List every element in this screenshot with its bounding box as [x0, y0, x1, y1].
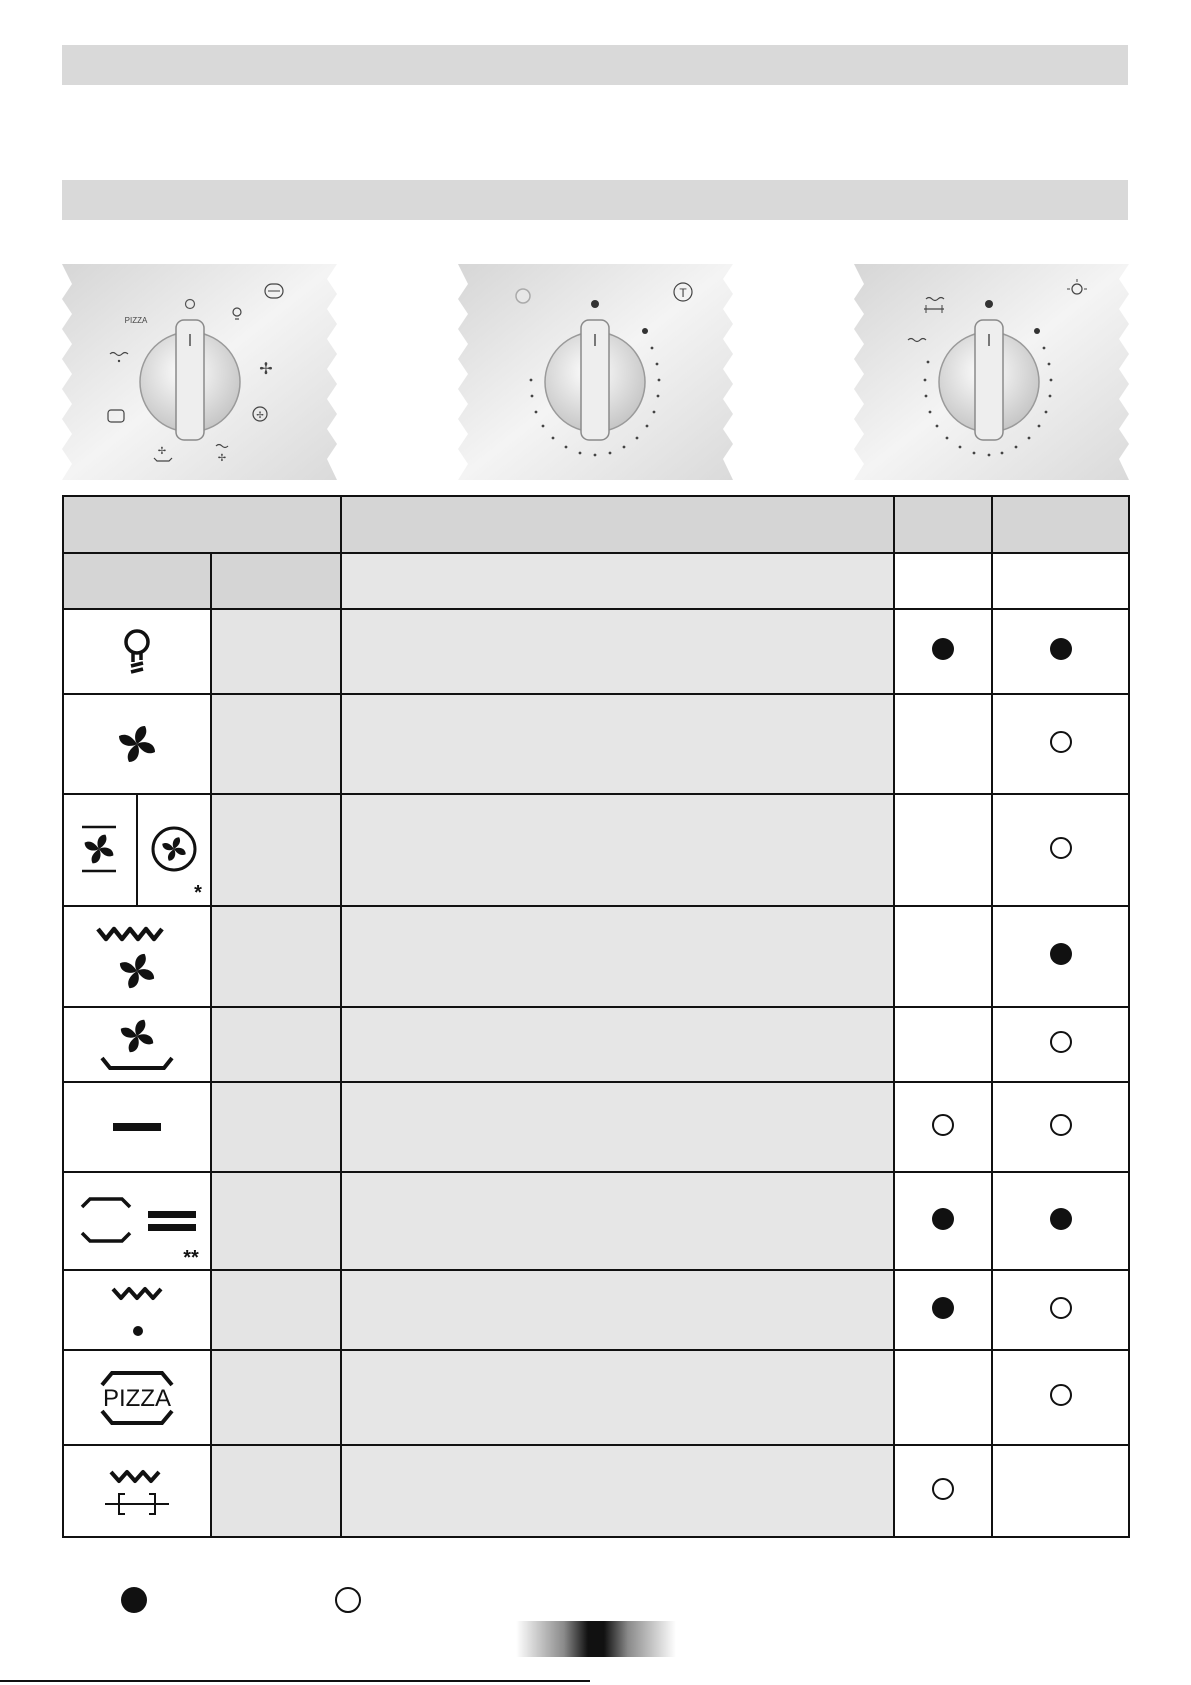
col-a-header: [894, 496, 992, 553]
fan-icon: [112, 719, 162, 769]
symbol-cell: [63, 794, 211, 906]
empty-dot-icon: [932, 1478, 954, 1500]
filled-dot-icon: [1050, 943, 1072, 965]
symbol-subheader-b: [211, 553, 341, 609]
bottom-rule: [0, 1680, 590, 1682]
name-cell: [211, 906, 341, 1007]
table-header-row: [63, 496, 1129, 553]
description-cell: [341, 1172, 894, 1270]
table-row: [63, 694, 1129, 794]
thermostat-knob-panel: [458, 264, 733, 480]
svg-text:✢: ✢: [157, 446, 167, 457]
fan-boxed-and-ring-icon: [64, 795, 210, 905]
empty-dot-icon: [932, 1114, 954, 1136]
filled-dot-icon: [1050, 638, 1072, 660]
symbol-cell: [63, 1082, 211, 1172]
symbol-header: [63, 496, 341, 553]
bottom-fan-icon: [92, 1012, 182, 1078]
table-row: [63, 1350, 1129, 1445]
table-row: [63, 906, 1129, 1007]
col-b-cell: [992, 794, 1129, 906]
section-band-1: [62, 45, 1128, 85]
col-b-cell: [992, 553, 1129, 609]
svg-text:✢: ✢: [256, 410, 264, 420]
col-a-cell: [894, 553, 992, 609]
symbol-subheader-a: [63, 553, 211, 609]
grill-dot-icon: [107, 1277, 167, 1343]
name-cell: [211, 609, 341, 694]
col-a-cell: [894, 1007, 992, 1082]
col-b-cell: [992, 906, 1129, 1007]
name-cell: [211, 1172, 341, 1270]
description-cell: [341, 609, 894, 694]
col-b-cell: [992, 609, 1129, 694]
symbol-cell: [63, 906, 211, 1007]
footnote-mark: *: [194, 882, 202, 904]
col-a-cell: [894, 1172, 992, 1270]
empty-dot-icon: [335, 1587, 361, 1613]
symbol-cell: [63, 609, 211, 694]
name-cell: [211, 694, 341, 794]
description-cell: [341, 1445, 894, 1537]
grill-fan-icon: [92, 917, 182, 997]
filled-dot-icon: [932, 638, 954, 660]
col-b-cell: [992, 1172, 1129, 1270]
col-b-cell: [992, 1007, 1129, 1082]
legend-filled-dot: [121, 1587, 147, 1613]
name-cell: [211, 1445, 341, 1537]
col-a-cell: [894, 1350, 992, 1445]
empty-dot-icon: [1050, 1031, 1072, 1053]
name-cell: [211, 1082, 341, 1172]
empty-dot-icon: [1050, 1114, 1072, 1136]
col-a-cell: [894, 1445, 992, 1537]
col-a-cell: [894, 794, 992, 906]
bulb-icon: [117, 624, 157, 680]
empty-dot-icon: [1050, 731, 1072, 753]
legend-empty-dot: [335, 1587, 361, 1613]
section-band-2: [62, 180, 1128, 220]
symbol-cell: [63, 1007, 211, 1082]
svg-text:✢: ✢: [259, 361, 273, 378]
svg-text:PIZZA: PIZZA: [102, 1384, 172, 1412]
symbol-cell: [63, 694, 211, 794]
col-b-cell: [992, 1082, 1129, 1172]
filled-dot-icon: [932, 1208, 954, 1230]
table-row: [63, 1007, 1129, 1082]
name-cell: [211, 1350, 341, 1445]
name-cell: [211, 1270, 341, 1350]
top-bottom-heat-icon: [64, 1175, 210, 1267]
svg-text:T: T: [679, 286, 687, 300]
description-cell: [341, 906, 894, 1007]
function-selector-knob-panel: [62, 264, 337, 480]
pizza-icon: [125, 316, 148, 325]
table-row: [63, 1445, 1129, 1537]
description-cell: [341, 553, 894, 609]
filled-dot-icon: [1050, 1208, 1072, 1230]
col-b-header: [992, 496, 1129, 553]
table-row: [63, 1270, 1129, 1350]
description-cell: [341, 694, 894, 794]
filled-dot-icon: [121, 1587, 147, 1613]
table-row: [63, 1082, 1129, 1172]
svg-text:✢: ✢: [217, 453, 227, 464]
fan-icon: [259, 361, 272, 378]
footnote-mark: **: [183, 1247, 199, 1267]
name-cell: [211, 1007, 341, 1082]
empty-dot-icon: [1050, 837, 1072, 859]
col-a-cell: [894, 694, 992, 794]
description-cell: [341, 1007, 894, 1082]
symbol-cell: [63, 1445, 211, 1537]
symbol-cell: [63, 1172, 211, 1270]
name-cell: [211, 794, 341, 906]
filled-dot-icon: [932, 1297, 954, 1319]
thermostat-indicator-light: [516, 289, 530, 303]
symbol-cell: [63, 1270, 211, 1350]
pizza-icon: [92, 1365, 182, 1431]
oven-function-table: [62, 495, 1130, 1538]
page-number-tab: [516, 1621, 676, 1657]
description-cell: [341, 1350, 894, 1445]
svg-text:PIZZA: PIZZA: [124, 316, 148, 325]
grill-knob-panel: [854, 264, 1129, 480]
col-a-cell: [894, 1270, 992, 1350]
col-b-cell: [992, 1270, 1129, 1350]
table-subheader-row: [63, 553, 1129, 609]
col-b-cell: [992, 1445, 1129, 1537]
col-a-cell: [894, 609, 992, 694]
single-bar-icon: [107, 1117, 167, 1137]
description-cell: [341, 794, 894, 906]
description-cell: [341, 1270, 894, 1350]
col-b-cell: [992, 1350, 1129, 1445]
col-a-cell: [894, 1082, 992, 1172]
table-row: [63, 609, 1129, 694]
description-cell: [341, 1082, 894, 1172]
symbol-cell: [63, 1350, 211, 1445]
col-b-cell: [992, 694, 1129, 794]
table-row: [63, 794, 1129, 906]
col-a-cell: [894, 906, 992, 1007]
empty-dot-icon: [1050, 1384, 1072, 1406]
description-header: [341, 496, 894, 553]
table-row: [63, 1172, 1129, 1270]
full-grill-icon: [97, 1458, 177, 1524]
empty-dot-icon: [1050, 1297, 1072, 1319]
